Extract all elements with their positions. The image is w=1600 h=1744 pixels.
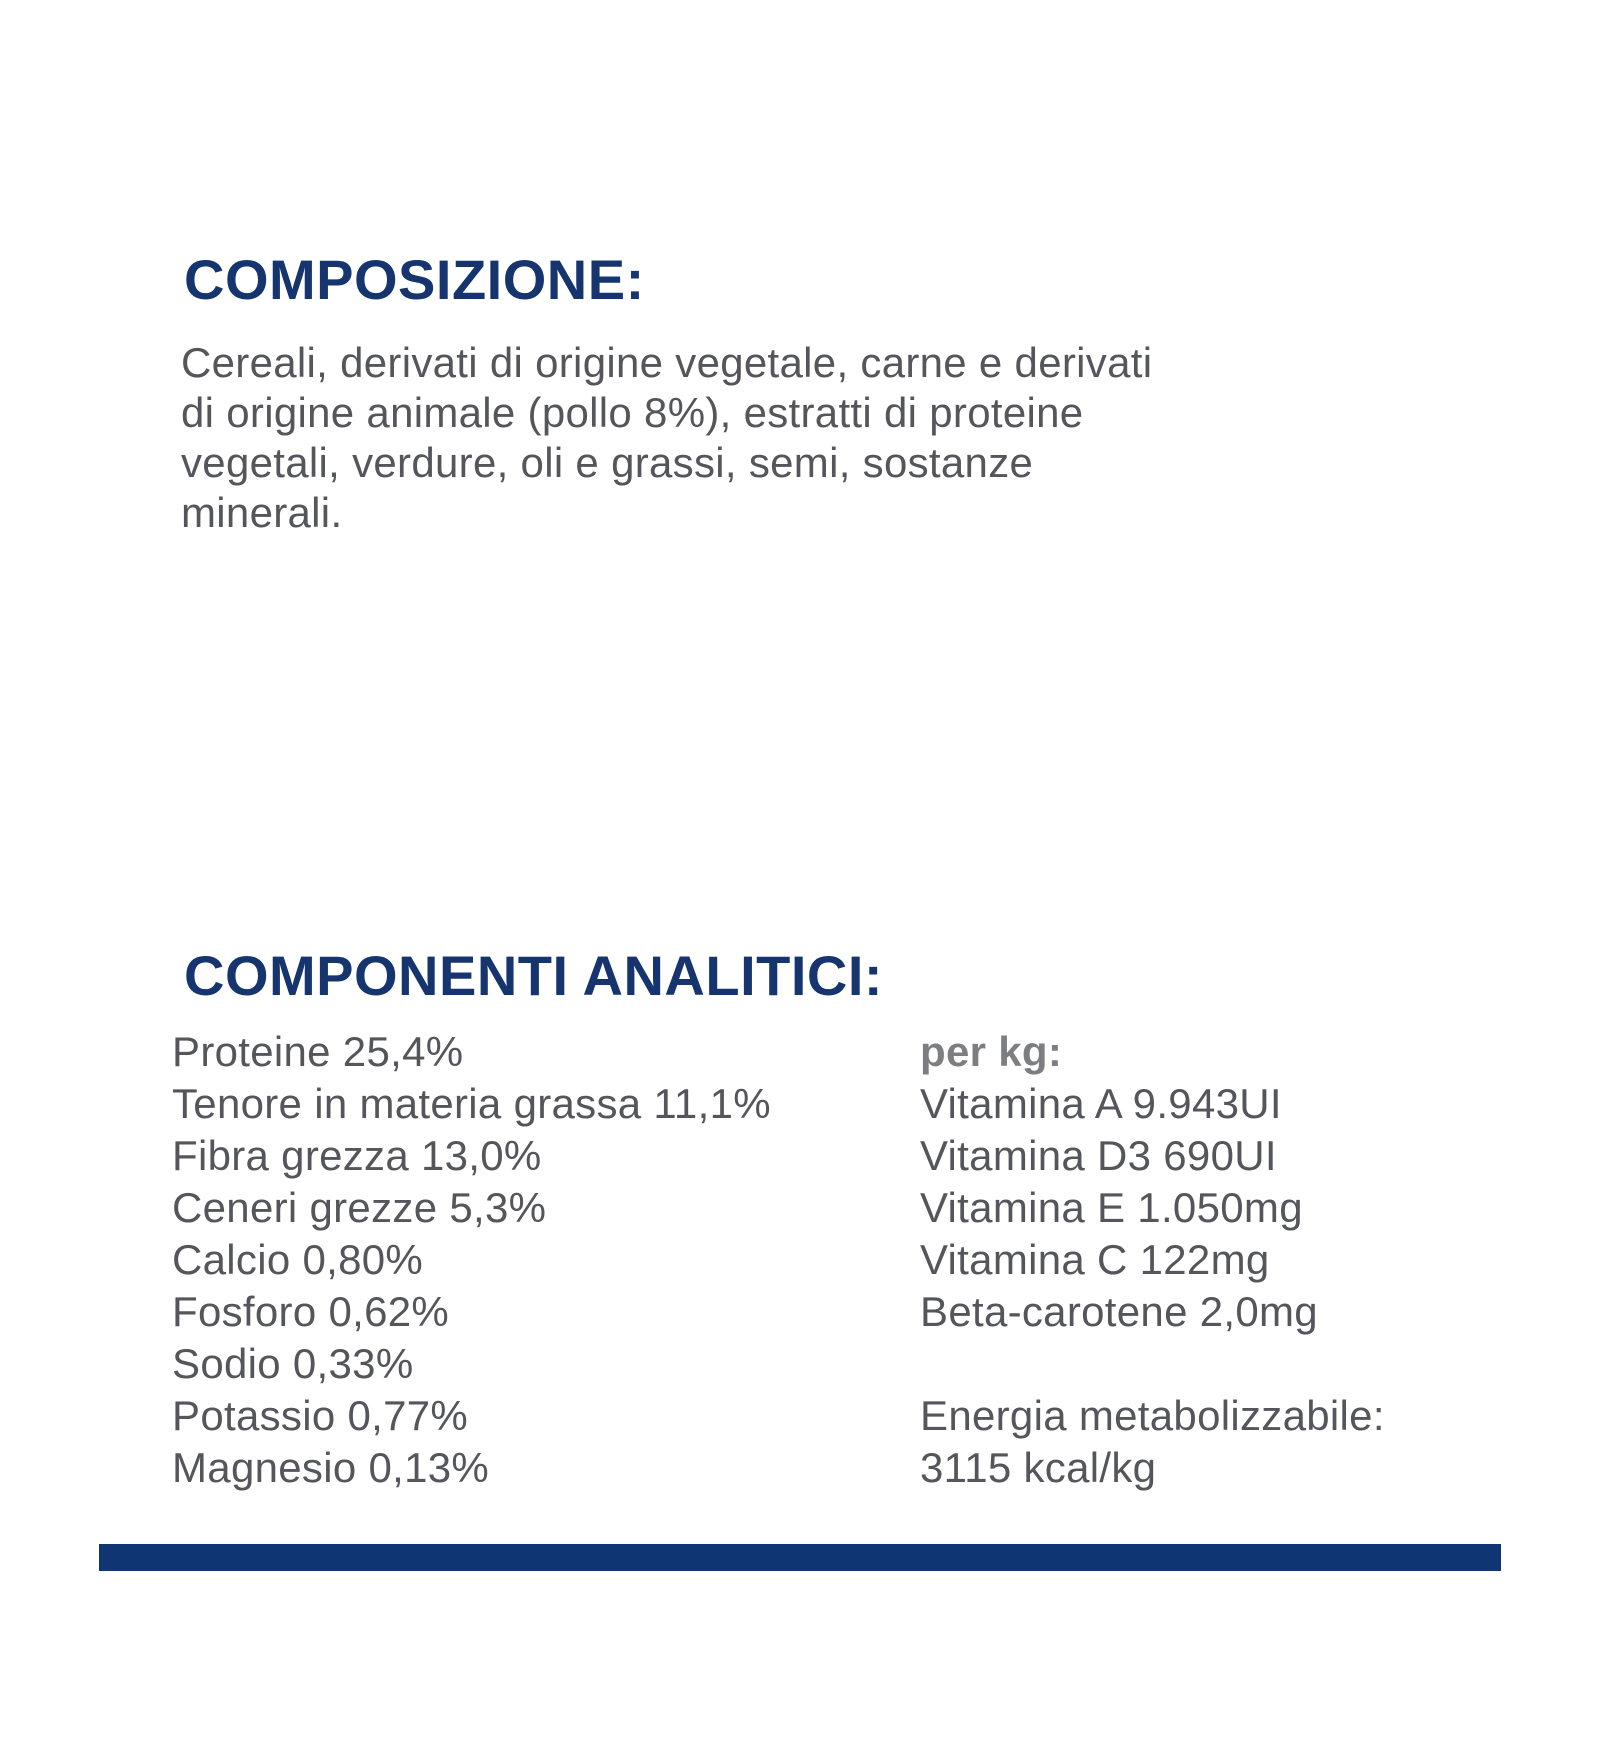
- composition-text-line: minerali.: [181, 489, 343, 536]
- analytical-item: Magnesio 0,13%: [172, 1444, 490, 1491]
- analytical-components-heading: COMPONENTI ANALITICI:: [184, 944, 884, 1007]
- composition-text-line: vegetali, verdure, oli e grassi, semi, sostanze: [181, 439, 1034, 486]
- energy-label: Energia metabolizzabile:: [920, 1392, 1385, 1439]
- analytical-item: Potassio 0,77%: [172, 1392, 469, 1439]
- analytical-item: Proteine 25,4%: [172, 1028, 464, 1075]
- vitamin-item: Vitamina A 9.943UI: [920, 1080, 1282, 1127]
- analytical-right-column: [920, 1026, 1385, 1494]
- vitamin-item: Vitamina C 122mg: [920, 1236, 1270, 1283]
- analytical-left-column: [172, 1026, 771, 1494]
- bottom-divider-bar: [99, 1544, 1501, 1571]
- composition-heading: COMPOSIZIONE:: [184, 248, 645, 311]
- analytical-item: Calcio 0,80%: [172, 1236, 424, 1283]
- analytical-item: Fosforo 0,62%: [172, 1288, 450, 1335]
- composition-text: [181, 338, 1152, 538]
- column-spacer: [920, 1338, 1385, 1390]
- per-kg-label: per kg:: [920, 1028, 1063, 1075]
- analytical-item: Fibra grezza 13,0%: [172, 1132, 542, 1179]
- composition-text-line: Cereali, derivati di origine vegetale, carne e derivati: [181, 339, 1153, 386]
- analytical-item: Sodio 0,33%: [172, 1340, 414, 1387]
- analytical-item: Tenore in materia grassa 11,1%: [172, 1080, 771, 1127]
- vitamin-item: Vitamina D3 690UI: [920, 1132, 1277, 1179]
- vitamin-item: Vitamina E 1.050mg: [920, 1184, 1303, 1231]
- composition-text-line: di origine animale (pollo 8%), estratti di proteine: [181, 389, 1084, 436]
- vitamin-item: Beta-carotene 2,0mg: [920, 1288, 1318, 1335]
- analytical-item: Ceneri grezze 5,3%: [172, 1184, 547, 1231]
- energy-value: 3115 kcal/kg: [920, 1444, 1157, 1491]
